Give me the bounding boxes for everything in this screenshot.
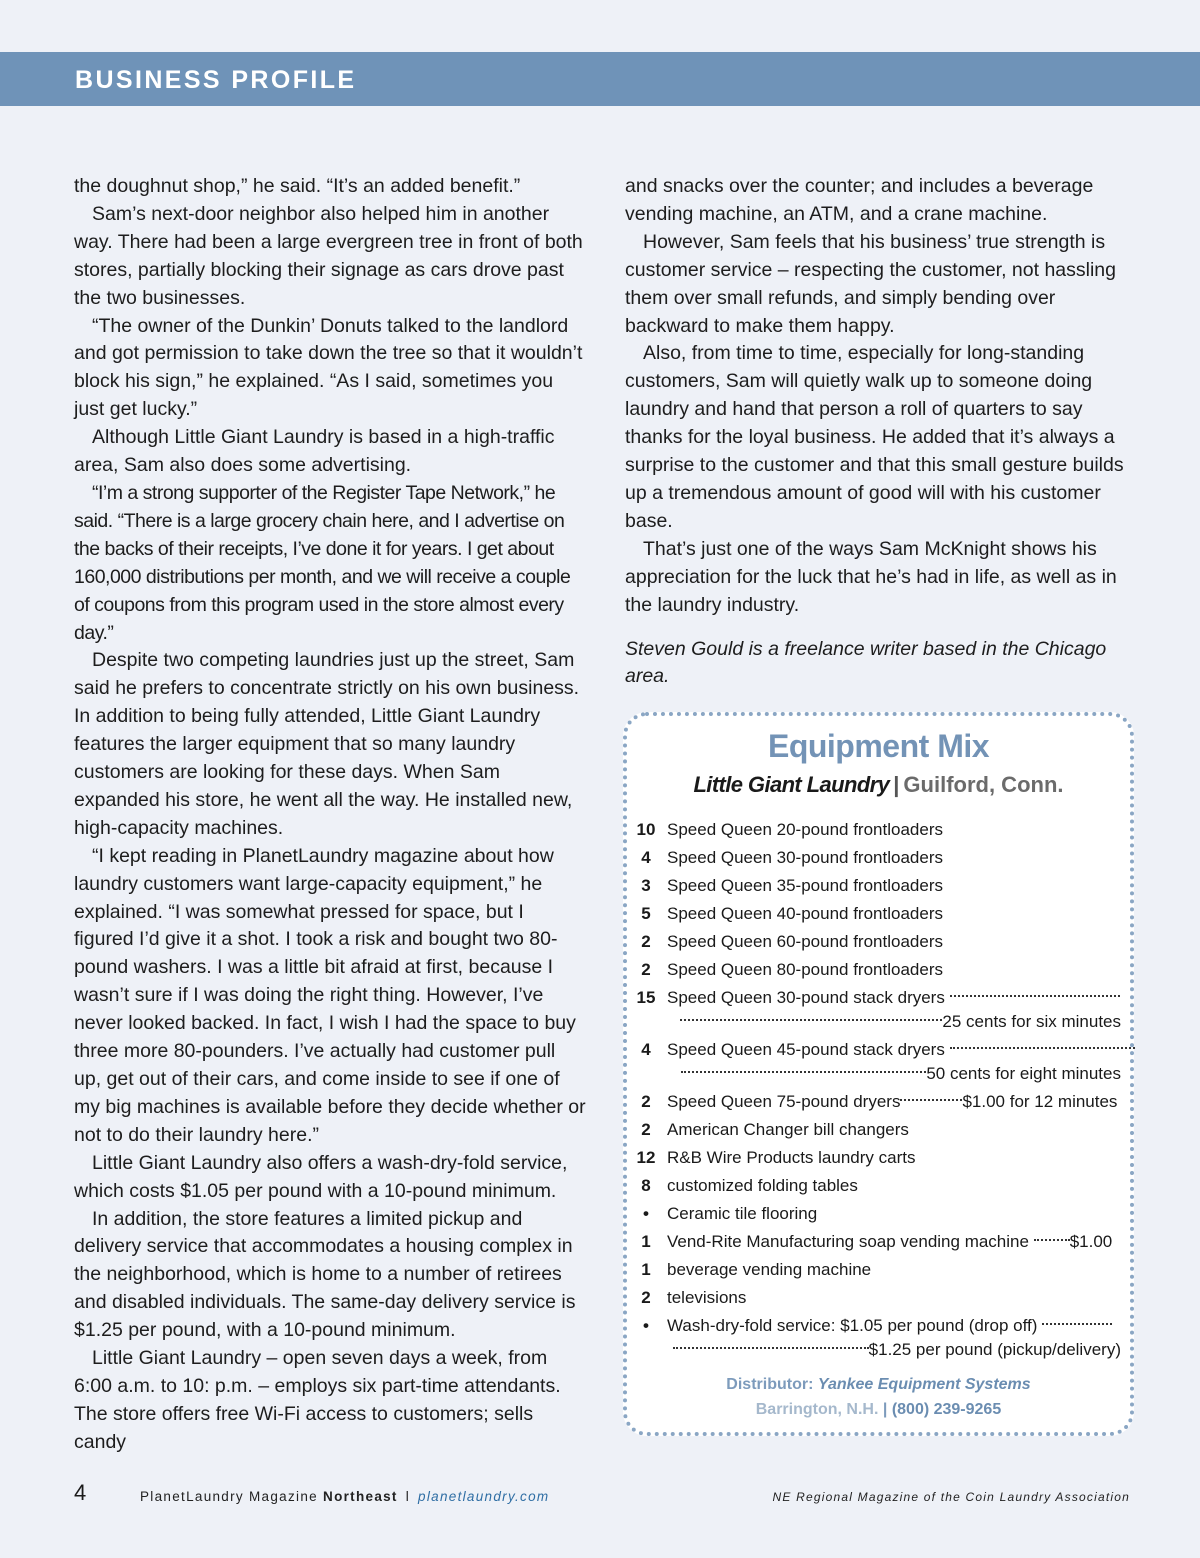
item-description: Speed Queen 40-pound frontloaders bbox=[667, 904, 943, 923]
footer-magazine bbox=[140, 1489, 549, 1504]
item-price: 50 cents for eight minutes bbox=[926, 1064, 1121, 1083]
list-item bbox=[633, 1172, 1121, 1200]
business-location: Guilford, Conn. bbox=[903, 772, 1064, 797]
list-item bbox=[633, 984, 1121, 1036]
item-quantity: 5 bbox=[641, 904, 651, 923]
item-quantity: 8 bbox=[641, 1176, 651, 1195]
subtitle-divider: | bbox=[893, 772, 900, 797]
dot-leader bbox=[900, 1099, 962, 1101]
item-price-line bbox=[667, 1008, 1121, 1036]
equipment-mix-sidebar bbox=[623, 712, 1134, 1436]
article-paragraph: Although Little Giant Laundry is based in a high-traffic area, Sam also does some advertising. bbox=[74, 426, 555, 477]
list-item bbox=[633, 872, 1121, 900]
list-item bbox=[633, 1144, 1121, 1172]
list-item bbox=[633, 1312, 1121, 1364]
list-item bbox=[633, 1256, 1121, 1284]
item-quantity: 2 bbox=[641, 1092, 651, 1111]
list-item bbox=[633, 816, 1121, 844]
item-quantity: 2 bbox=[641, 1120, 651, 1139]
item-quantity: 2 bbox=[641, 1288, 651, 1307]
distributor-name: Yankee Equipment Systems bbox=[817, 1376, 1031, 1393]
item-description: Vend-Rite Manufacturing soap vending machine bbox=[667, 1232, 1029, 1251]
item-price: 25 cents for six minutes bbox=[942, 1012, 1121, 1031]
dot-leader bbox=[681, 1071, 926, 1073]
item-quantity: 4 bbox=[641, 1040, 651, 1059]
footer-separator: l bbox=[405, 1489, 411, 1504]
item-quantity: 15 bbox=[636, 988, 656, 1007]
article-paragraph: and snacks over the counter; and includes a beverage vending machine, an ATM, and a crane machine. bbox=[625, 175, 1094, 225]
list-item bbox=[633, 1088, 1121, 1116]
item-price: $1.00 bbox=[1069, 1232, 1113, 1251]
section-title: BUSINESS PROFILE bbox=[75, 66, 357, 94]
dot-leader bbox=[673, 1347, 869, 1349]
magazine-name: PlanetLaundry Magazine bbox=[140, 1489, 318, 1504]
page-footer bbox=[0, 1480, 1200, 1510]
item-price-line bbox=[667, 1060, 1121, 1088]
equipment-list bbox=[633, 816, 1121, 1364]
magazine-edition: Northeast bbox=[323, 1489, 398, 1504]
distributor-divider: | bbox=[882, 1401, 888, 1418]
list-item bbox=[633, 956, 1121, 984]
article-paragraph: “The owner of the Dunkin’ Donuts talked to the landlord and got permission to take down the tree so that it wouldn’t block his sign,” he explained. “As I said, sometimes you just get lucky.” bbox=[74, 314, 583, 421]
list-item bbox=[633, 1228, 1121, 1256]
dot-leader bbox=[1042, 1323, 1112, 1325]
item-description: Wash-dry-fold service: $1.05 per pound (drop off) bbox=[667, 1316, 1038, 1335]
item-description: televisions bbox=[667, 1288, 747, 1307]
list-item bbox=[633, 1284, 1121, 1312]
item-quantity: 12 bbox=[636, 1148, 656, 1167]
item-description: Speed Queen 75-pound dryers bbox=[667, 1092, 901, 1111]
item-quantity: 1 bbox=[641, 1232, 651, 1251]
item-description: Speed Queen 45-pound stack dryers bbox=[667, 1040, 945, 1059]
article-paragraph: Also, from time to time, especially for long-standing customers, Sam will quietly walk up to someone doing laundry and hand that person a roll of quarters to say thanks for the loyal business. He added that it’s always a surprise to the customer and that this small gesture builds up a tremendous amount of good will with his customer base. bbox=[625, 342, 1124, 532]
item-description: Speed Queen 35-pound frontloaders bbox=[667, 876, 943, 895]
article-paragraph: “I’m a strong supporter of the Register Tape Network,” he said. “There is a large grocery chain here, and I advertise on the backs of their receipts, I’ve done it for years. I get about 160,000 distributions per month, and we will receive a couple of coupons from this program used in the store almost every day.” bbox=[74, 481, 571, 644]
sidebar-subtitle bbox=[627, 772, 1130, 798]
item-description: Speed Queen 20-pound frontloaders bbox=[667, 820, 943, 839]
list-item bbox=[633, 1116, 1121, 1144]
article-paragraph: In addition, the store features a limited pickup and delivery service that accommodates a housing complex in the neighborhood, which is home to a number of retirees and disabled individuals. The same-day delivery service is $1.25 per pound, with a 10-pound minimum. bbox=[74, 1207, 576, 1342]
distributor-phone: (800) 239-9265 bbox=[891, 1401, 1002, 1418]
article-paragraph: Sam’s next-door neighbor also helped him in another way. There had been a large evergreen tree in front of both stores, partially blocking their signage as cars drove past the two businesses. bbox=[74, 202, 583, 309]
article-paragraph: However, Sam feels that his business’ true strength is customer service – respecting the customer, not hassling them over small refunds, and simply bending over backward to make them happy. bbox=[625, 230, 1116, 337]
item-quantity: 10 bbox=[636, 820, 656, 839]
article-paragraph: Despite two competing laundries just up the street, Sam said he prefers to concentrate strictly on his own business. In addition to being fully attended, Little Giant Laundry features the larger equipment that so many laundry customers are looking for these days. When Sam expanded his store, he went all the way. He installed new, high-capacity machines. bbox=[74, 649, 580, 839]
dot-leader bbox=[950, 995, 1120, 997]
item-description: Speed Queen 60-pound frontloaders bbox=[667, 932, 943, 951]
website-link[interactable]: planetlaundry.com bbox=[418, 1489, 550, 1504]
article-column-left bbox=[74, 173, 586, 1457]
list-item bbox=[633, 844, 1121, 872]
dot-leader bbox=[680, 1019, 942, 1021]
item-quantity: 2 bbox=[641, 960, 651, 979]
distributor-label: Distributor: bbox=[726, 1376, 814, 1393]
item-description: Speed Queen 30-pound frontloaders bbox=[667, 848, 943, 867]
item-description: R&B Wire Products laundry carts bbox=[667, 1148, 916, 1167]
item-quantity: 4 bbox=[641, 848, 651, 867]
item-price: $1.25 per pound (pickup/delivery) bbox=[868, 1340, 1121, 1359]
page-number: 4 bbox=[74, 1480, 87, 1505]
item-quantity: 1 bbox=[641, 1260, 651, 1279]
article-paragraph: Little Giant Laundry – open seven days a week, from 6:00 a.m. to 10: p.m. – employs six part-time attendants. The store offers free Wi-Fi access to customers; sells candy bbox=[74, 1347, 561, 1453]
article-paragraph: That’s just one of the ways Sam McKnight shows his appreciation for the luck that he’s had in life, as well as in the laundry industry. bbox=[625, 537, 1117, 616]
article-column-right bbox=[625, 173, 1135, 691]
business-name: Little Giant Laundry bbox=[693, 772, 890, 797]
bullet-icon: • bbox=[643, 1316, 649, 1335]
dot-leader bbox=[950, 1047, 1135, 1049]
item-price-line bbox=[667, 1336, 1121, 1364]
author-byline: Steven Gould is a freelance writer based in the Chicago area. bbox=[625, 637, 1107, 688]
article-paragraph: “I kept reading in PlanetLaundry magazine about how laundry customers want large-capacity equipment,” he explained. “I was somewhat pressed for space, but I figured I’d give it a shot. I took a risk and bought two 80-pound washers. I was a little bit afraid at first, because I wasn’t sure if I was doing the right thing. However, I’ve never looked backed. In fact, I wish I had the space to buy three more 80-pounders. I’ve actually had customer pull up, get out of their cars, and come inside to see if one of my big machines is available before they decide whether or not to do their laundry here.” bbox=[74, 844, 586, 1146]
item-quantity: 3 bbox=[641, 876, 651, 895]
list-item bbox=[633, 900, 1121, 928]
sidebar-title: Equipment Mix bbox=[767, 728, 990, 764]
article-paragraph: Little Giant Laundry also offers a wash-dry-fold service, which costs $1.05 per pound with a 10-pound minimum. bbox=[74, 1151, 568, 1202]
list-item bbox=[633, 928, 1121, 956]
list-item bbox=[633, 1036, 1121, 1088]
bullet-icon: • bbox=[643, 1204, 649, 1223]
footer-tagline: NE Regional Magazine of the Coin Laundry Association bbox=[772, 1490, 1130, 1504]
item-description: American Changer bill changers bbox=[667, 1120, 909, 1139]
distributor-city: Barrington, N.H. bbox=[755, 1401, 879, 1418]
article-paragraph: the doughnut shop,” he said. “It’s an added benefit.” bbox=[74, 175, 521, 197]
item-description: Speed Queen 80-pound frontloaders bbox=[667, 960, 943, 979]
dot-leader bbox=[1034, 1239, 1070, 1241]
item-description: beverage vending machine bbox=[667, 1260, 872, 1279]
item-description-line bbox=[667, 1088, 1121, 1116]
item-description: Ceramic tile flooring bbox=[667, 1204, 818, 1223]
item-description-line bbox=[667, 1228, 1121, 1256]
item-description: customized folding tables bbox=[667, 1176, 858, 1195]
item-description: Speed Queen 30-pound stack dryers bbox=[667, 988, 945, 1007]
list-item bbox=[633, 1200, 1121, 1228]
item-price: $1.00 for 12 minutes bbox=[962, 1092, 1118, 1111]
distributor-info bbox=[627, 1372, 1130, 1422]
item-quantity: 2 bbox=[641, 932, 651, 951]
